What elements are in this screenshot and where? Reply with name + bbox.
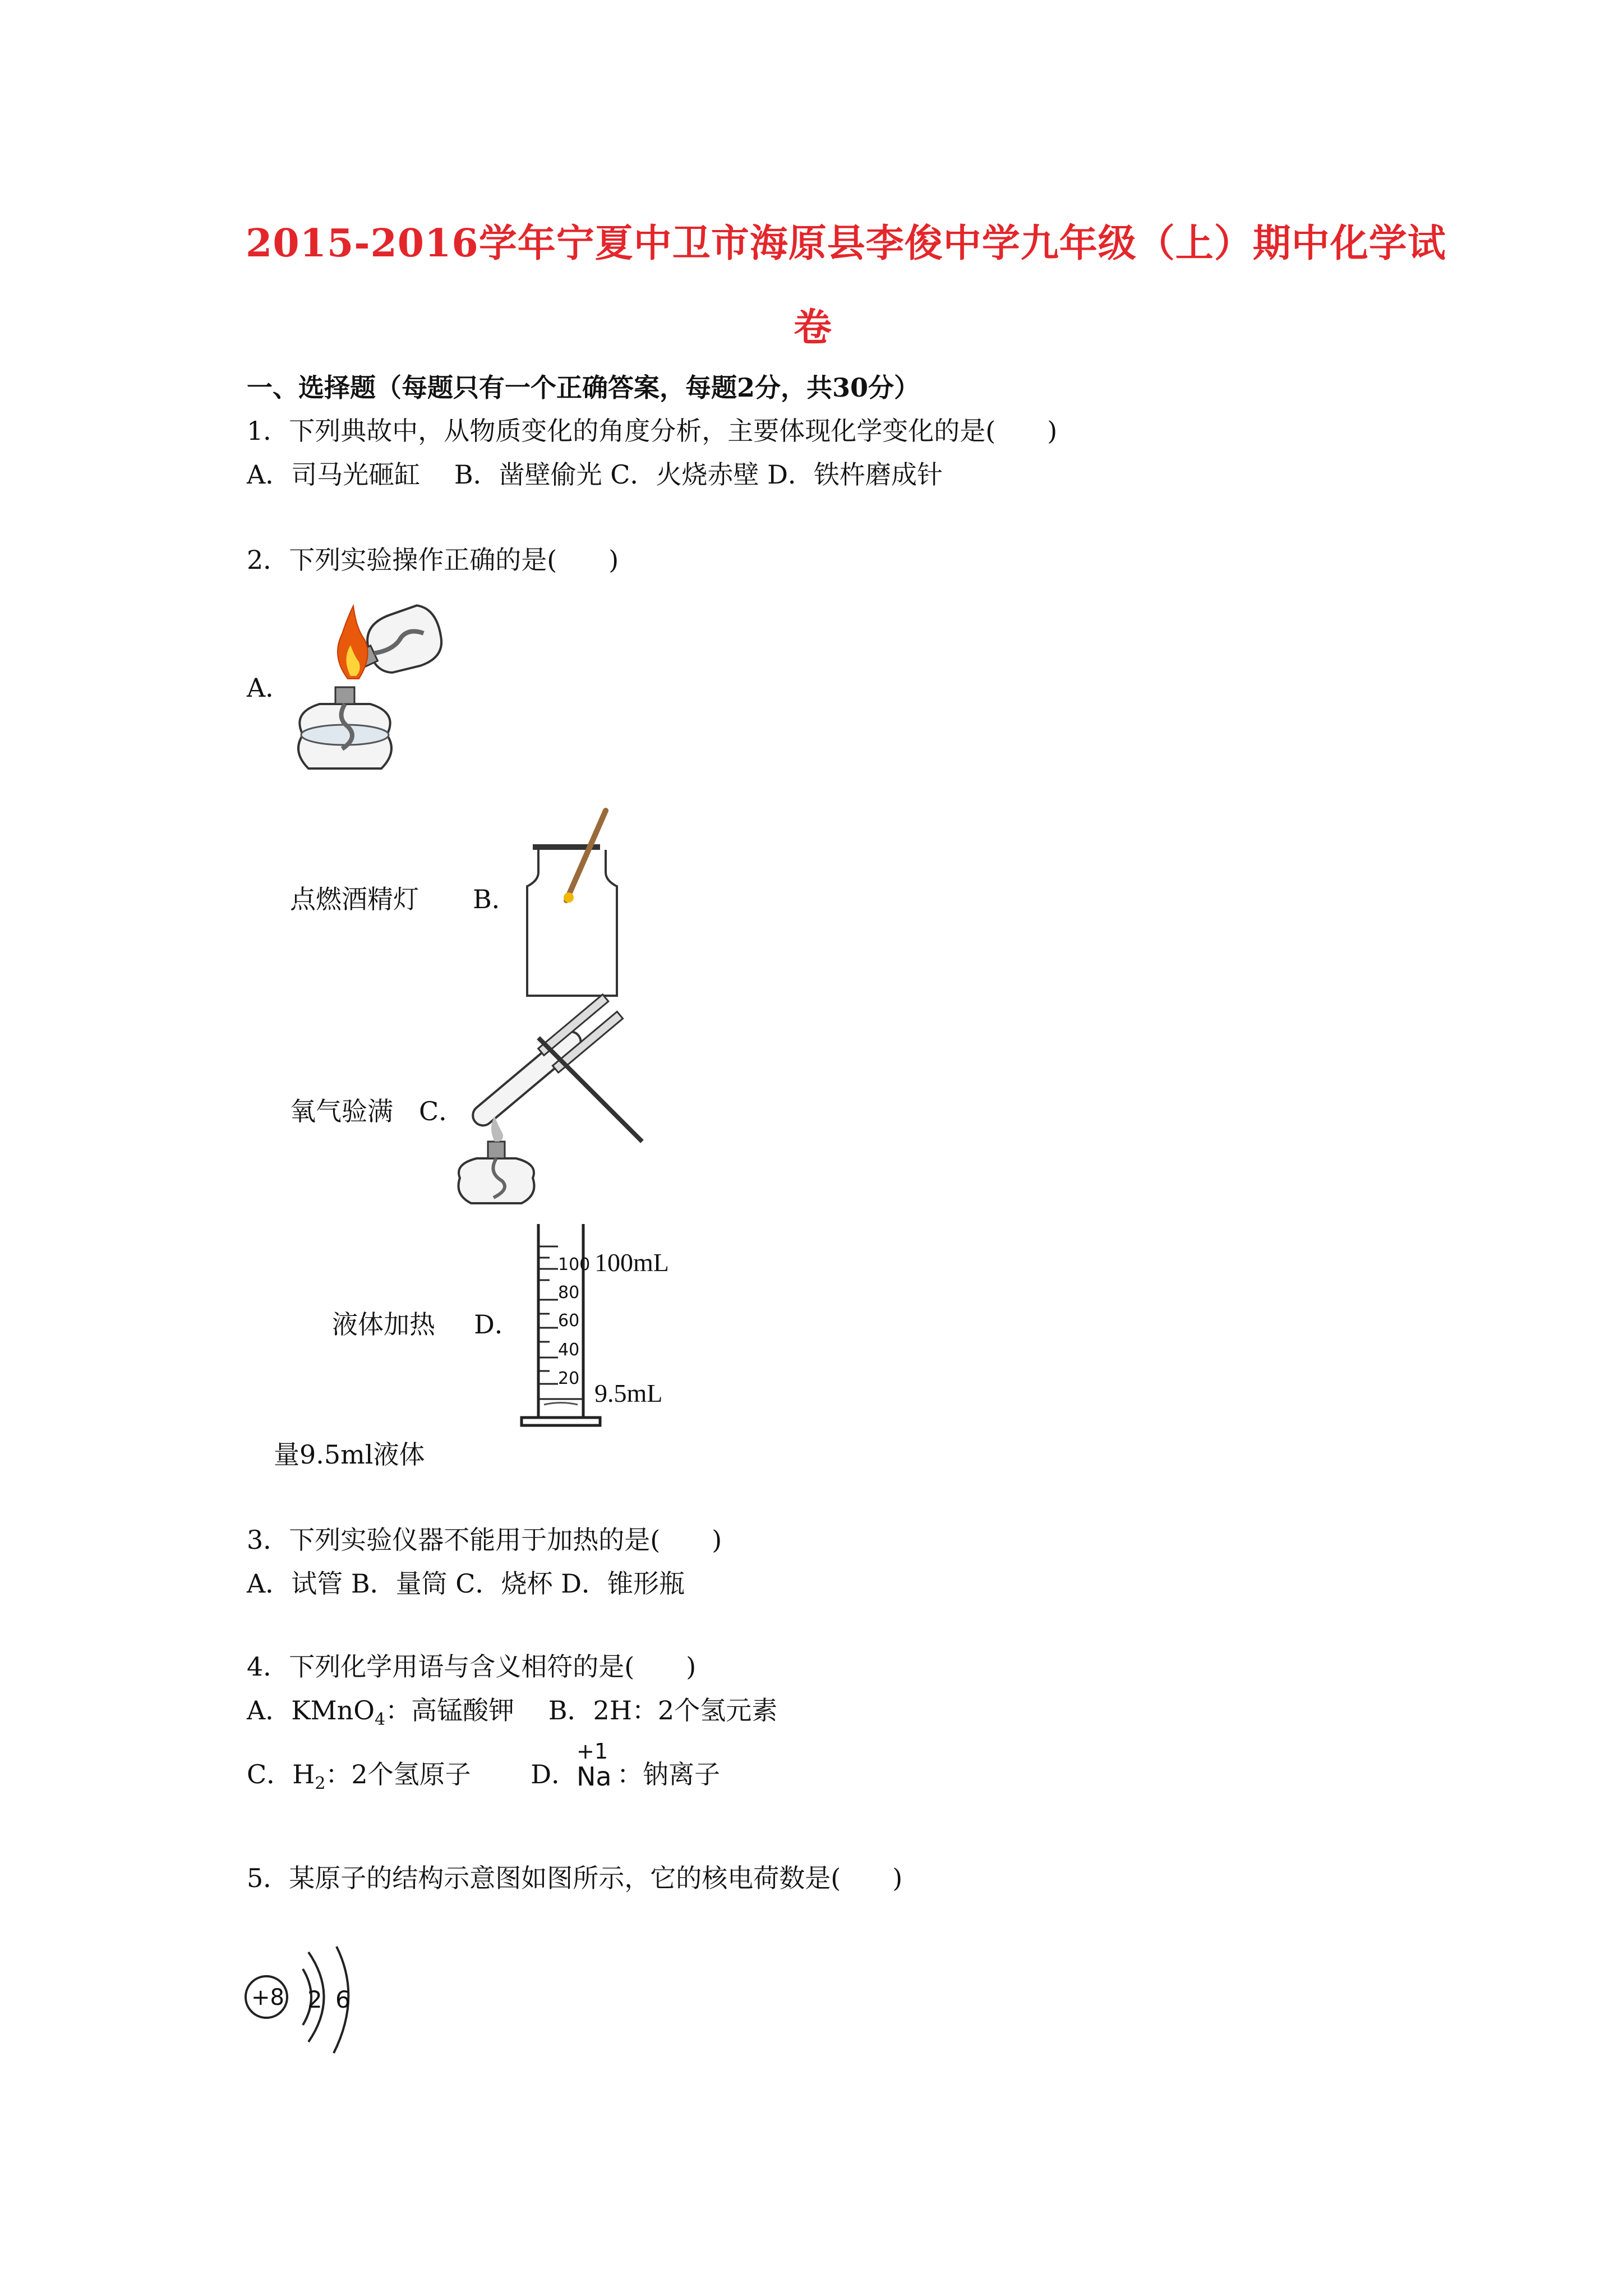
cylinder-tick-label: 20 [558,1369,580,1388]
option-d-caption: 量9.5ml液体 [274,1439,425,1470]
element-symbol: Na [577,1761,612,1792]
section-heading: 一、选择题（每题只有一个正确答案，每题2分，共30分） [247,372,920,403]
shell-1-electrons: 2 [307,1986,322,2013]
subscript: 4 [375,1710,386,1730]
option-a-text: A．KMnO [247,1695,375,1726]
shell-2-electrons: 6 [335,1986,351,2013]
option-a-b-rest: ：高锰酸钾 B．2H：2个氢元素 [385,1695,778,1726]
option-c-d-rest: ：2个氢原子 D． [325,1759,578,1789]
graduated-cylinder-image [519,1224,687,1432]
cylinder-tick-label: 100 [558,1255,591,1274]
option-d-label: D． [474,1309,520,1340]
option-c-caption: 液体加热 [332,1309,435,1340]
question-5-stem: 5．某原子的结构示意图如图所示，它的核电荷数是( ) [247,1863,903,1893]
question-1-stem: 1．下列典故中，从物质变化的角度分析，主要体现化学变化的是( ) [247,416,1058,446]
option-b-label: B． [473,884,518,914]
charge-label: +1 [577,1739,608,1764]
page-title: 2015-2016学年宁夏中卫市海原县李俊中学九年级（上）期中化学试 [246,221,1446,266]
option-a-caption: 点燃酒精灯 [290,884,419,914]
option-c-label: C． [419,1096,465,1126]
question-4-stem: 4．下列化学用语与含义相符的是( ) [247,1651,697,1682]
cylinder-label-top: 100mL [594,1248,669,1277]
gas-bottle-test-image [522,811,634,1001]
question-1-options: A．司马光砸缸 B．凿壁偷光 C．火烧赤壁 D．铁杵磨成针 [247,459,943,490]
option-d-rest: ：钠离子 [617,1759,720,1789]
cylinder-label-bottom: 9.5mL [594,1379,663,1407]
atom-structure-diagram [241,1941,376,2070]
cylinder-tick-label: 40 [558,1340,580,1360]
option-c-text: C．H [247,1759,315,1789]
option-b-caption: 氧气验满 [290,1096,393,1126]
page-title-continued: 卷 [794,305,833,350]
nucleus-charge: +8 [251,1985,284,2010]
cylinder-tick-label: 80 [558,1283,580,1303]
test-tube-heating-image [454,1015,656,1206]
question-2-stem: 2．下列实验操作正确的是( ) [247,545,619,575]
question-4-options-ab [247,1697,777,1728]
alcohol-lamp-lighting-image [269,600,460,780]
subscript: 2 [315,1774,326,1794]
cylinder-tick-label: 60 [558,1311,580,1331]
question-4-options-cd [247,1761,577,1792]
question-3-stem: 3．下列实验仪器不能用于加热的是( ) [247,1525,722,1555]
question-3-options: A．试管 B．量筒 C．烧杯 D．锥形瓶 [247,1568,685,1599]
option-a-label: A． [247,673,292,703]
